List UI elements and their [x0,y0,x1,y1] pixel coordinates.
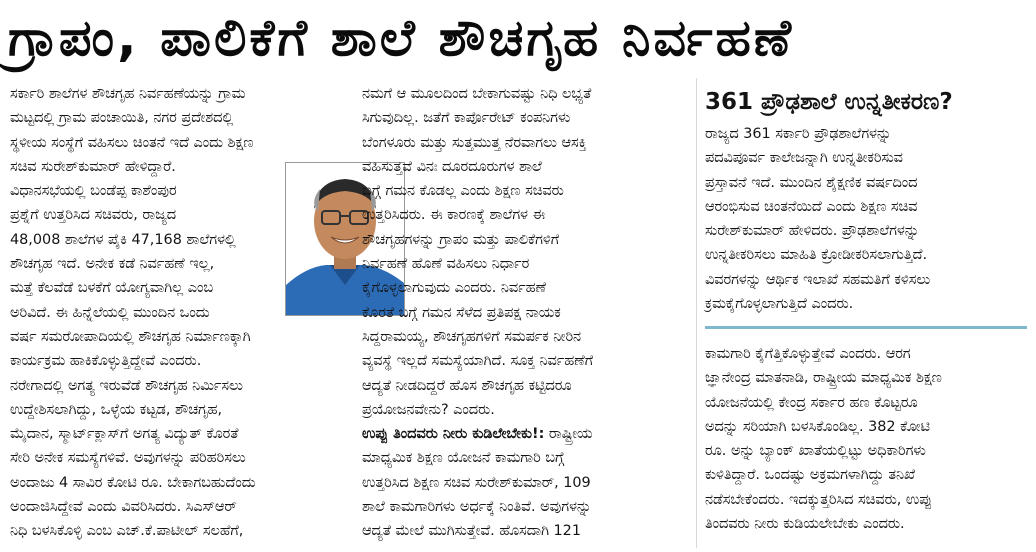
article-line: ಬಗ್ಗೆ ಗಮನ ಕೊಡಲ್ಲ ಎಂದು ಶಿಕ್ಷಣ ಸಚಿವರು [362,183,564,200]
article-line: ನಮಗೆ ಆ ಮೂಲದಿಂದ ಬೇಕಾಗುವಷ್ಟು ನಿಧಿ ಲಭ್ಯತೆ [362,86,592,102]
article-line: ಪ್ರಯೋಜನವೇನು? ಎಂದರು. [362,401,495,418]
article-line: 48,008 ಶಾಲೆಗಳ ಪೈಕಿ 47,168 ಶಾಲೆಗಳಲ್ಲಿ [10,231,236,248]
article-line: ಶಾಲೆ ಕಾಮಗಾರಿಗಳು ಅರ್ಧಕ್ಕೆ ನಿಂತಿವೆ. ಅವುಗಳನ್ನು [362,499,592,516]
article-line: ವರ್ಷ ಸಮರೋಪಾದಿಯಲ್ಲಿ ಶೌಚಗೃಹ ನಿರ್ಮಾಣಕ್ಕಾಗಿ [10,328,251,345]
article-line: ಅಂದಾಜು 4 ಸಾವಿರ ಕೋಟಿ ರೂ. ಬೇಕಾಗಬಹುದೆಂದು [10,474,256,491]
section-divider [705,326,1027,329]
box-line: ಆರಂಭಿಸುವ ಚಿಂತನೆಯಿದೆ ಎಂದು ಶಿಕ್ಷಣ ಸಚಿವ [705,198,918,215]
article-line: ನಡೆಸಬೇಕೆಂದರು. ಇದಕ್ಕುತ್ತರಿಸಿದ ಸಚಿವರು, ಉಪ್ಪು [705,491,933,508]
article-line: ಆದ್ಯತೆ ನೀಡದಿದ್ದರೆ ಹೊಸ ಶೌಚಗೃಹ ಕಟ್ಟಿದರೂ [362,377,572,394]
article-column-2 [362,82,684,544]
article-line: ಮಟ್ಟದಲ್ಲಿ ಗ್ರಾಮ ಪಂಚಾಯಿತಿ, ನಗರ ಪ್ರದೇಶದಲ್ಲಿ [10,110,234,127]
article-line: ತಿಂದವರು ನೀರು ಕುಡಿಯಲೇಬೇಕು ಎಂದರು. [705,516,905,533]
box-line: ಪ್ರಸ್ತಾವನೆ ಇದೆ. ಮುಂದಿನ ಶೈಕ್ಷಣಿಕ ವರ್ಷದಿಂದ [705,174,918,191]
box-line: ವಿವರಗಳನ್ನು ಆರ್ಥಿಕ ಇಲಾಖೆ ಸಹಮತಿಗೆ ಕಳಿಸಲು [705,271,931,288]
article-line: ಸಿದ್ದರಾಮಯ್ಯ, ಶೌಚಗೃಹಗಳಿಗೆ ಸಮರ್ಪಕ ನೀರಿನ [362,328,582,345]
article-line: ಪ್ರಶ್ನೆಗೆ ಉತ್ತರಿಸಿದ ಸಚಿವರು, ರಾಜ್ಯದ [10,207,177,224]
article-line: ವಿಧಾನಸಭೆಯಲ್ಲಿ ಬಂಡೆಪ್ಪ ಕಾಶೆಂಪುರ [10,183,177,200]
article-column-3 [705,342,1027,536]
article-line-text: ಸರ್ಕಾರಿ ಶಾಲೆಗಳ ಶೌಚಗೃಹ ನಿರ್ವಹಣೆಯನ್ನು ಗ್ರಾಮ [10,86,246,102]
box-line: ಪದವಿಪೂರ್ವ ಕಾಲೇಜನ್ನಾಗಿ ಉನ್ನತೀಕರಿಸುವ [705,150,903,167]
article-line: ಅದನ್ನು ಸರಿಯಾಗಿ ಬಳಸಿಕೊಂಡಿಲ್ಲ. 382 ಕೋಟಿ [705,418,930,435]
article-line: ಕೊರತೆ ಬಗ್ಗೆ ಗಮನ ಸೆಳೆದ ಪ್ರತಿಪಕ್ಷ ನಾಯಕ [362,304,561,321]
article-line: ಮತ್ತೆ ಕೆಲವೆಡೆ ಬಳಕೆಗೆ ಯೋಗ್ಯವಾಗಿಲ್ಲ ಎಂಬ [10,280,214,297]
article-line: ಶೌಚಗೃಹ ಇದೆ. ಅನೇಕ ಕಡೆ ನಿರ್ವಹಣೆ ಇಲ್ಲ, [10,256,215,273]
article-line: ಕುಳಿತಿದ್ದಾರೆ. ಒಂದಷ್ಟು ಅಕ್ರಮಗಳಾಗಿದ್ದು ತನಿಖೆ [705,467,916,484]
article-line: ಉದ್ದೇಶಿಸಲಾಗಿದ್ದು, ಒಳ್ಳೆಯ ಕಟ್ಟಡ, ಶೌಚಗೃಹ, [10,401,223,418]
article-line: ಅರಿವಿದೆ. ಈ ಹಿನ್ನೆಲೆಯಲ್ಲಿ ಮುಂದಿನ ಒಂದು [10,304,210,321]
article-line: ಬೆಂಗಳೂರು ಮತ್ತು ಸುತ್ತಮುತ್ತ ನೆರವಾಗಲು ಆಸಕ್ತಿ [362,134,587,151]
article-line: ಕೈಗೊಳ್ಳಲಾಗುವುದು ಎಂದರು. ನಿರ್ವಹಣೆ [362,280,547,297]
article-line: ನಿಧಿ ಬಳಸಿಕೊಳ್ಳಿ ಎಂಬ ಎಚ್.ಕೆ.ಪಾಟೀಲ್ ಸಲಹೆಗೆ, [10,523,244,540]
article-line: ಜ್ಞಾನೇಂದ್ರ ಮಾತನಾಡಿ, ರಾಷ್ಟ್ರೀಯ ಮಾಧ್ಯಮಿಕ ಶಿಕ್ಷಣ [705,370,942,387]
subhead: ಉಪ್ಪು ತಿಂದವರು ನೀರು ಕುಡಿಲೇಬೇಕು!: [362,426,545,443]
article-line: ವ್ಯವಸ್ಥೆ ಇಲ್ಲದೆ ಸಮಸ್ಯೆಯಾಗಿದೆ. ಸೂಕ್ತ ನಿರ್ವಹಣೆಗೆ [362,353,594,370]
article-line: ಉತ್ತರಿಸಿದರು. ಈ ಕಾರಣಕ್ಕೆ ಶಾಲೆಗಳ ಈ [362,207,546,224]
subhead-line [362,422,684,446]
box-line: ರಾಜ್ಯದ 361 ಸರ್ಕಾರಿ ಪ್ರೌಢಶಾಲೆಗಳನ್ನು [705,126,892,142]
box-line: ಸುರೇಶ್‌ಕುಮಾರ್ ಹೇಳಿದರು. ಪ್ರೌಢಶಾಲೆಗಳನ್ನು [705,223,920,240]
box-body [705,122,1027,316]
article-line: ಸ್ಥಳೀಯ ಸಂಸ್ಥೆಗೆ ವಹಿಸಲು ಚಿಂತನೆ ಇದೆ ಎಂದು ಶಿಕ್ಷಣ [10,134,254,151]
article-line: ಕಾರ್ಯಕ್ರಮ ಹಾಕಿಕೊಳ್ಳುತ್ತಿದ್ದೇವೆ ಎಂದರು. [10,353,202,370]
article-line: ಸಚಿವ ಸುರೇಶ್‌ಕುಮಾರ್ ಹೇಳಿದ್ದಾರೆ. [10,158,176,175]
article-line: ಕಾಮಗಾರಿ ಕೈಗೆತ್ತಿಕೊಳ್ಳುತ್ತೇವೆ ಎಂದರು. ಆರಗ [705,346,911,362]
article-line: ಯೋಜನೆಯಲ್ಲಿ ಕೇಂದ್ರ ಸರ್ಕಾರ ಹಣ ಕೊಟ್ಟರೂ [705,394,918,411]
headline: ಗ್ರಾಪಂ, ಪಾಲಿಕೆಗೆ ಶಾಲೆ ಶೌಚಗೃಹ ನಿರ್ವಹಣೆ [8,9,795,68]
article-line: ಉತ್ತರಿಸಿದ ಶಿಕ್ಷಣ ಸಚಿವ ಸುರೇಶ್‌ಕುಮಾರ್, 109 [362,474,591,491]
subhead-rest: ರಾಷ್ಟ್ರೀಯ [544,426,593,443]
article-line: ಮೈದಾನ, ಸ್ಮಾರ್ಟ್‌ಕ್ಲಾಸ್‌ಗೆ ಅಗತ್ಯ ವಿದ್ಯುತ್ ಕೊರತೆ [10,426,239,443]
article-line: ನಿರ್ವಹಣೆ ಹೊಣೆ ವಹಿಸಲು ನಿರ್ಧಾರ [362,256,530,273]
article-line: ವಹಿಸುತ್ತವೆ ವಿನಃ ದೂರದೂರುಗಳ ಶಾಲೆ [362,158,542,175]
box-title: 361 ಪ್ರೌಢಶಾಲೆ ಉನ್ನತೀಕರಣ? [705,89,953,115]
article-line: ಸೇರಿ ಅನೇಕ ಸಮಸ್ಯೆಗಳಿವೆ. ಅವುಗಳನ್ನು ಪರಿಹರಿಸಲು [10,450,246,467]
column-rule [696,78,697,548]
article-line: ಅಂದಾಜಿಸಿದ್ದೇವೆ ಎಂದು ವಿವರಿಸಿದರು. ಸಿಎಸ್‌ಆರ್ [10,499,237,516]
article-line [10,80,345,106]
article-line: ರೂ. ಅನ್ನು ಬ್ಯಾಂಕ್ ಖಾತೆಯಲ್ಲಿಟ್ಟು ಅಧಿಕಾರಿಗಳು [705,443,926,460]
article-line: ಮಾಧ್ಯಮಿಕ ಶಿಕ್ಷಣ ಯೋಜನೆ ಕಾಮಗಾರಿ ಬಗ್ಗೆ [362,450,565,467]
article-line: ಆದ್ಯತೆ ಮೇಲೆ ಮುಗಿಸುತ್ತೇವೆ. ಹೊಸದಾಗಿ 121 [362,523,581,540]
article-line: ಶೌಚಗೃಹಗಳನ್ನು ಗ್ರಾಪಂ ಮತ್ತು ಪಾಲಿಕೆಗಳಿಗೆ [362,231,560,248]
box-line: ಕ್ರಮಕೈಗೊಳ್ಳಲಾಗುತ್ತಿದೆ ಎಂದರು. [705,296,854,313]
article-line: ಸಿಗುವುದಿಲ್ಲ. ಜತೆಗೆ ಕಾರ್ಪೊರೇಟ್ ಕಂಪನಿಗಳು [362,110,571,127]
box-line: ಉನ್ನತೀಕರಿಸಲು ಮಾಹಿತಿ ಕ್ರೋಡೀಕರಿಸಲಾಗುತ್ತಿದೆ. [705,247,928,264]
article-line: ನರೇಗಾದಲ್ಲಿ ಅಗತ್ಯ ಇರುವೆಡೆ ಶೌಚಗೃಹ ನಿರ್ಮಿಸಲು [10,377,243,394]
